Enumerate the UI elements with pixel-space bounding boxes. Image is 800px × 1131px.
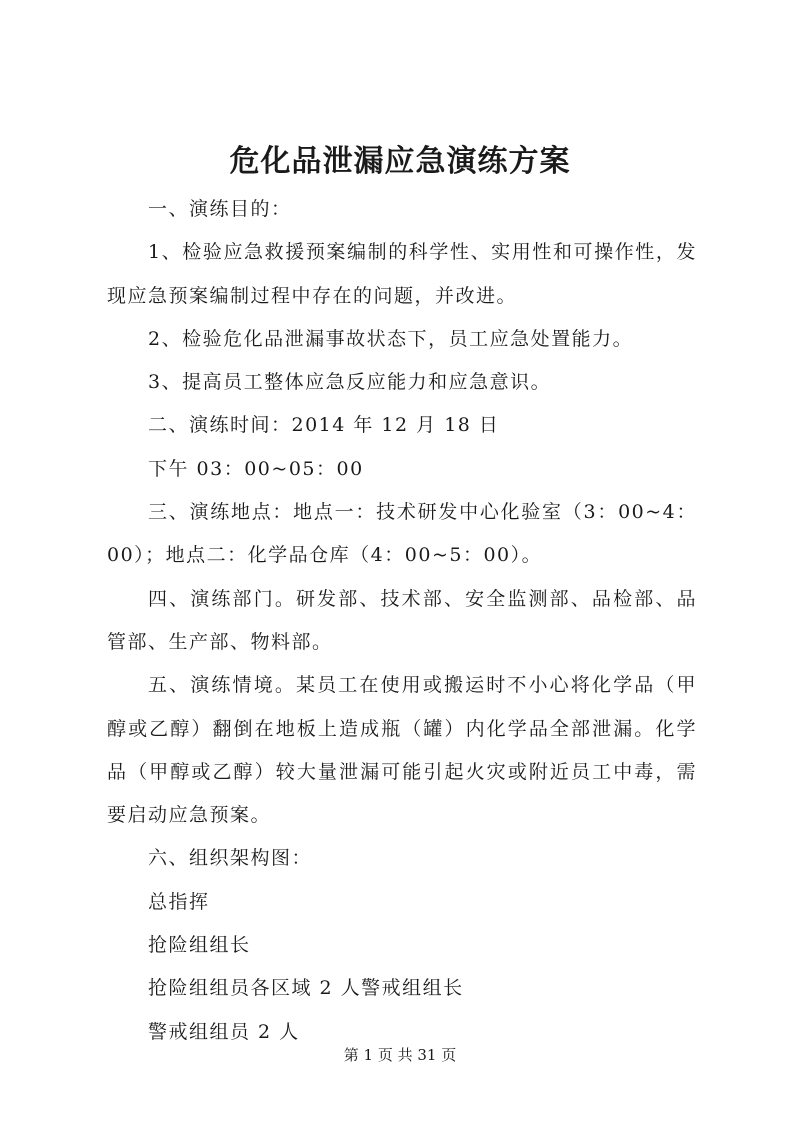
purpose-item-1: 1、检验应急救援预案编制的科学性、实用性和可操作性，发现应急预案编制过程中存在的问题，并改进。 bbox=[107, 241, 697, 307]
org-rescue-members: 抢险组组员各区域 2 人警戒组组长 bbox=[148, 977, 464, 1000]
section-departments: 四、演练部门。研发部、技术部、安全监测部、品检部、品管部、生产部、物料部。 bbox=[107, 587, 697, 653]
page-number-footer: 第 1 页 共 31 页 bbox=[343, 1046, 457, 1064]
org-rescue-leader: 抢险组组长 bbox=[148, 934, 251, 957]
section-scenario: 五、演练情境。某员工在使用或搬运时不小心将化学品（甲醇或乙醇）翻倒在地板上造成瓶（罐）内化学品全部泄漏。化学品（甲醇或乙醇）较大量泄漏可能引起火灾或附近员工中毒，需要启动应急预案。 bbox=[107, 674, 697, 827]
section-heading-purpose: 一、演练目的： bbox=[148, 198, 292, 220]
section-heading-time: 二、演练时间：2014 年 12 月 18 日 bbox=[148, 414, 500, 437]
purpose-item-3: 3、提高员工整体应急反应能力和应急意识。 bbox=[148, 371, 552, 394]
document-body bbox=[107, 188, 697, 1054]
document-title: 危化品泄漏应急演练方案 bbox=[229, 144, 571, 179]
drill-time-range: 下午 03：00~05：00 bbox=[148, 457, 364, 480]
purpose-item-2: 2、检验危化品泄漏事故状态下，员工应急处置能力。 bbox=[148, 327, 634, 350]
org-guard-members: 警戒组组员 2 人 bbox=[148, 1020, 300, 1043]
org-commander: 总指挥 bbox=[148, 890, 210, 913]
section-heading-org-chart: 六、组织架构图： bbox=[148, 847, 313, 870]
section-location: 三、演练地点：地点一：技术研发中心化验室（3：00~4：00）；地点二：化学品仓库（4：00~5：00）。 bbox=[107, 501, 697, 567]
